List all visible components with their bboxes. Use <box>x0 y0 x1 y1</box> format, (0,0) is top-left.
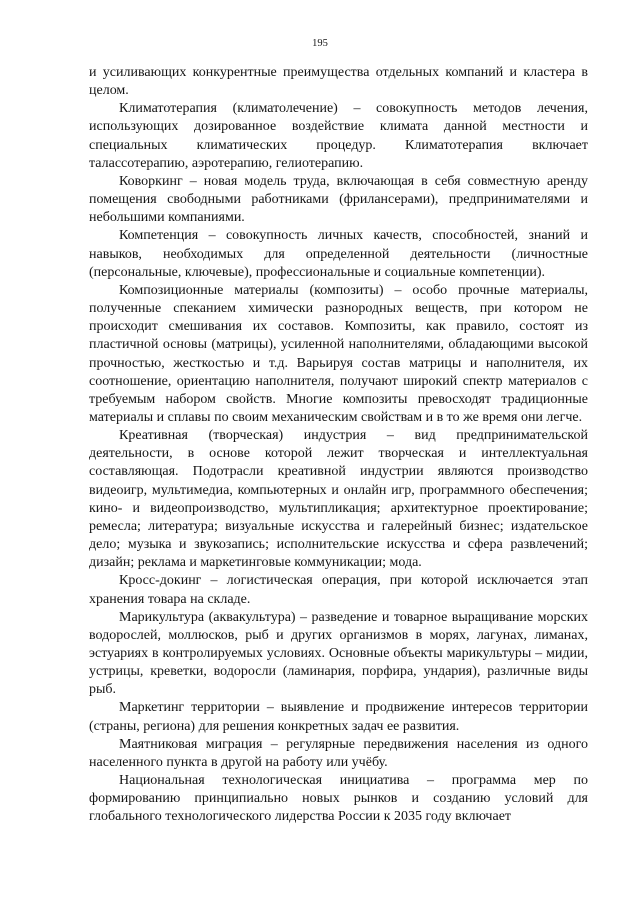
paragraph-cross-docking: Кросс-докинг – логистическая операция, при которой исключается этап хранения товара на складе. <box>89 573 588 607</box>
paragraph-territory-marketing: Маркетинг территории – выявление и продвижение интересов территории (страны, региона) для решения конкретных задач ее развития. <box>89 700 588 734</box>
paragraph-creative-industry: Креативная (творческая) индустрия – вид предпринимательской деятельности, в основе которой лежит творческая и интеллектуальная составляющая. Подотрасли креативной индустрии являются производство видеоигр, мультимедиа, компьютерных и онлайн игр, программного обеспечения; кино- и видеопроизводство, мультипликация; архитектурное проектирование; ремесла; литература; визуальные искусства и галерейный бизнес; издательское дело; музыка и звукозапись; исполнительские искусства и сфера развлечений; дизайн; реклама и маркетинговые коммуникации; мода. <box>89 428 588 571</box>
paragraph-national-technology-initiative: Национальная технологическая инициатива – программа мер по формированию принципиально новых рынков и созданию условий для глобального технологического лидерства России к 2035 году включает <box>89 773 588 825</box>
paragraph-competence: Компетенция – совокупность личных качеств, способностей, знаний и навыков, необходимых для определенной деятельности (личностные (персональные, ключевые), профессиональные и социальные компетенции). <box>89 228 588 280</box>
page-number: 195 <box>312 38 328 49</box>
paragraph-pendulum-migration: Маятниковая миграция – регулярные передвижения населения из одного населенного пункта в другой на работу или учёбу. <box>89 736 588 770</box>
paragraph-climatotherapy: Климатотерапия (климатолечение) – совокупность методов лечения, использующих дозированное воздействие климата данной местности и специальных климатических процедур. Климатотерапия включает талассотерапию, аэротерапию, гелиотерапию. <box>89 101 588 171</box>
paragraph-mariculture: Марикультура (аквакультура) – разведение и товарное выращивание морских водорослей, моллюсков, рыб и других организмов в морях, лагунах, лиманах, эстуариях в контролируемых условиях. Основные объекты марикультуры – мидии, устрицы, креветки, водоросли (ламинария, порфира, ундария), различные виды рыб. <box>89 609 588 698</box>
paragraph-continuation: и усиливающих конкурентные преимущества отдельных компаний и кластера в целом. <box>89 65 588 99</box>
paragraph-coworking: Коворкинг – новая модель труда, включающая в себя совместную аренду помещения свободными работниками (фрилансерами), предпринимателями и небольшими компаниями. <box>89 173 588 226</box>
document-body <box>89 64 588 827</box>
paragraph-composite-materials: Композиционные материалы (композиты) – особо прочные материалы, полученные спеканием химически разнородных веществ, при котором не происходит смешивания их составов. Композиты, как правило, состоят из пластичной основы (матрицы), усиленной наполнителями, обладающими высокой прочностью, жесткостью и т.д. Варьируя состав матрицы и наполнителя, их соотношение, ориентацию наполнителя, получают широкий спектр материалов с требуемым набором свойств. Многие композиты превосходят традиционные материалы и сплавы по своим механическим свойствам и в то же время они легче. <box>89 282 588 425</box>
